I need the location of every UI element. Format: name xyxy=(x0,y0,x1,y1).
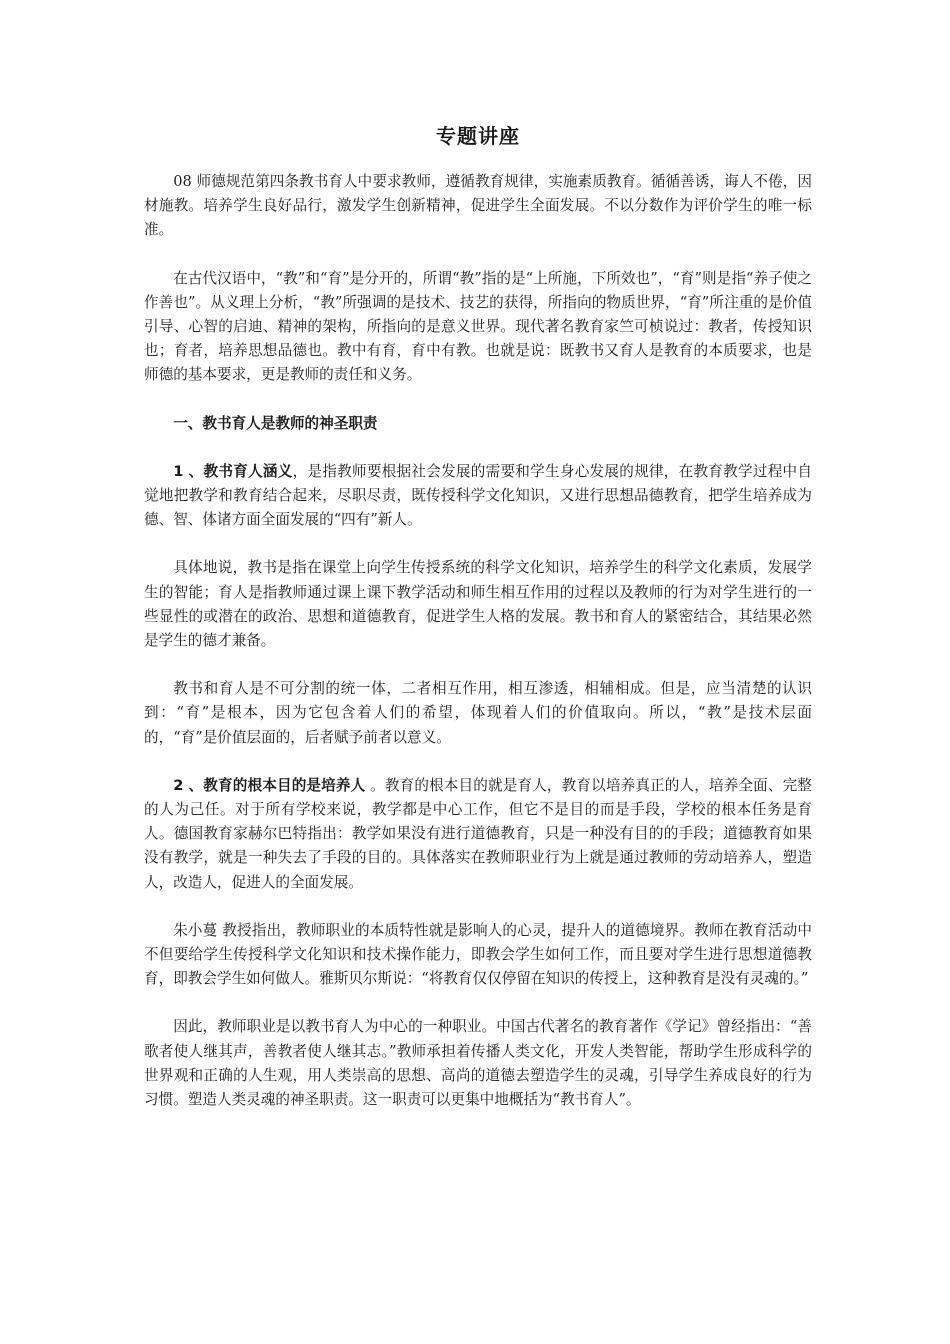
paragraph-purpose xyxy=(144,774,812,895)
paragraph-purpose-lead: 2 、教育的根本目的是培养人 xyxy=(173,776,366,794)
document-page xyxy=(144,118,812,1136)
section-heading-1: 一、教书育人是教师的神圣职责 xyxy=(173,414,378,432)
paragraph-specifics: 具体地说，教书是指在课堂上向学生传授系统的科学文化知识，培养学生的科学文化素质，发展学生的智能；育人是指教师通过课上课下教学活动和师生相互作用的过程以及教师的行为对学生进行的一些显性的或潜在的政治、思想和道德教育，促进学生人格的发展。教书和育人的紧密结合，其结果必然是学生的德才兼备。 xyxy=(144,559,812,650)
paragraph-conclusion: 因此，教师职业是以教书育人为中心的一种职业。中国古代著名的教育著作《学记》曾经指出：“善歌者使人继其声，善教者使人继其志。”教师承担着传播人类文化，开发人类智能，帮助学生形成科学的世界观和正确的人生观，用人类崇高的思想、高尚的道德去塑造学生的灵魂，引导学生养成良好的行为习惯。塑造人类灵魂的神圣职责。这一职责可以更集中地概括为“教书育人”。 xyxy=(144,1018,812,1109)
paragraph-definition-body: ，是指教师要根据社会发展的需要和学生身心发展的规律，在教育教学过程中自觉地把教学和教育结合起来，尽职尽责，既传授科学文化知识，又进行思想品德教育，把学生培养成为德、智、体诸方面全面发展的“四有”新人。 xyxy=(144,462,812,529)
paragraph-unity: 教书和育人是不可分割的统一体，二者相互作用，相互渗透，相辅相成。但是，应当清楚的认识到：“育”是根本，因为它包含着人们的希望，体现着人们的价值取向。所以，“教”是技术层面的，“育”是价值层面的，后者赋予前者以意义。 xyxy=(144,680,812,746)
paragraph-intro: 08 师德规范第四条教书育人中要求教师，遵循教育规律，实施素质教育。循循善诱，诲人不倦，因材施教。培养学生良好品行，激发学生创新精神，促进学生全面发展。不以分数作为评价学生的唯一标准。 xyxy=(144,173,812,239)
paragraph-definition-lead: 1 、教书育人涵义 xyxy=(173,462,293,480)
paragraph-quote: 朱小蔓 教授指出，教师职业的本质特性就是影响人的心灵，提升人的道德境界。教师在教育活动中不但要给学生传授科学文化知识和技术操作能力，即教会学生如何工作，而且要对学生进行思想道德教育，即教会学生如何做人。雅斯贝尔斯说：“将教育仅仅停留在知识的传授上，这种教育是没有灵魂的。” xyxy=(144,921,812,988)
paragraph-etymology: 在古代汉语中，“教”和“育”是分开的，所谓“教”指的是“上所施，下所效也”，“育”则是指“养子使之作善也”。从义理上分析，“教”所强调的是技术、技艺的获得，所指向的物质世界，“育”所注重的是价值引导、心智的启迪、精神的架构，所指向的是意义世界。现代著名教育家竺可桢说过：教者，传授知识也；育者，培养思想品德也。教中有育，育中有教。也就是说：既教书又育人是教育的本质要求，也是师德的基本要求，更是教师的责任和义务。 xyxy=(144,269,812,384)
paragraph-purpose-body: 。教育的根本目的就是育人，教育以培养真正的人，培养全面、完整的人为己任。对于所有学校来说，教学都是中心工作，但它不是目的而是手段，学校的根本任务是育人。德国教育家赫尔巴特指出：教学如果没有进行道德教育，只是一种没有目的的手段；道德教育如果没有教学，就是一种失去了手段的目的。具体落实在教师职业行为上就是通过教师的劳动培养人，塑造人，改造人，促进人的全面发展。 xyxy=(144,776,812,891)
paragraph-definition xyxy=(144,460,812,533)
document-title: 专题讲座 xyxy=(436,124,520,148)
